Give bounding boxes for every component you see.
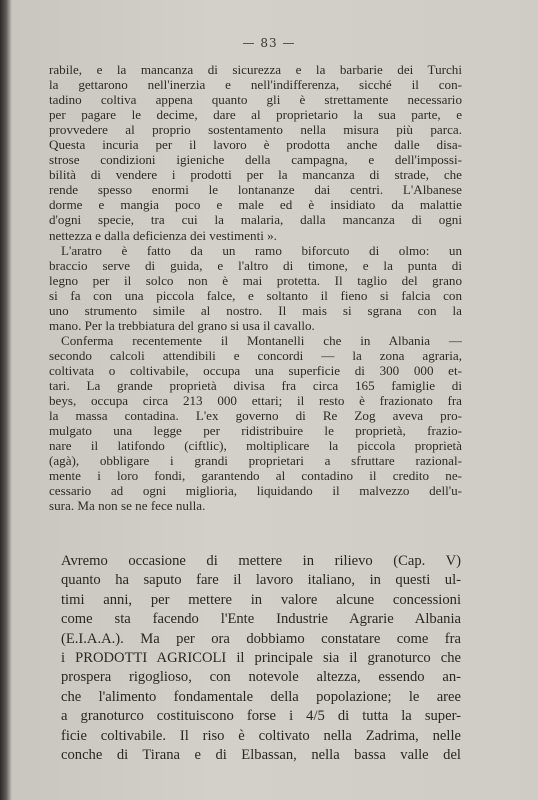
text-line: coltivata o coltivabile, occupa una superficie di 300 000 et- [49, 362, 462, 378]
text-line: sura. Ma non se ne fece nulla. [49, 498, 206, 514]
text-line: che l'alimento fondamentale della popolazione; le aree [61, 688, 461, 705]
text-line: tadino coltiva appena quanto gli è strettamente necessario [49, 92, 462, 108]
text-line: quanto ha saputo fare il lavoro italiano, in questi ul- [61, 572, 461, 589]
text-block-small [49, 62, 462, 513]
text-line: a granoturco costituiscono forse i 4/5 di tutta la super- [61, 708, 461, 725]
text-line: mano. Per la trebbiatura del grano si usa il cavallo. [49, 317, 315, 333]
text-line: rabile, e la mancanza di sicurezza e la barbarie dei Turchi [49, 62, 462, 77]
text-line: la massa contadina. L'ex governo di Re Zog aveva pro- [49, 408, 462, 424]
text-line: conche di Tirana e di Elbassan, nella bassa valle del [61, 747, 461, 764]
text-line: strose condizioni igieniche della campagna, e dell'impossi- [49, 152, 462, 168]
text-line: cessario ad ogni miglioria, liquidando il malvezzo dell'u- [49, 483, 462, 499]
text-line: i PRODOTTI AGRICOLI il principale sia il granoturco che [61, 650, 461, 667]
text-line: rende spesso enormi le lontananze dai centri. L'Albanese [49, 182, 462, 198]
text-line: la gettarono nell'inerzia e nell'indifferenza, sicché il con- [49, 77, 462, 93]
text-line: braccio serve di guida, e l'altro di timone, e la punta di [49, 257, 462, 273]
text-line: Avremo occasione di mettere in rilievo (Cap. V) [61, 553, 461, 569]
text-line: beys, occupa circa 213 000 ettari; il resto è frazionato fra [49, 393, 462, 409]
text-line: prospera rigoglioso, con notevole altezza, essendo an- [61, 669, 461, 686]
text-line: dorme e mangia poco e male ed è insidiato da malattie [49, 197, 462, 213]
text-block-large [61, 552, 461, 765]
text-line: timi anni, per mettere in valore alcune concessioni [61, 591, 461, 608]
page-number: — 83 — [242, 36, 296, 50]
text-line: secondo calcoli attendibili e concordi — la zona agraria, [49, 347, 462, 363]
text-line: legno per il solco non è mai protetta. Il taglio del grano [49, 272, 462, 288]
text-line: (agà), obbligare i grandi proprietari a sfruttare razional- [49, 453, 462, 469]
text-line: mente i loro fondi, garantendo al contadino il credito ne- [49, 468, 462, 484]
text-line: per pagare le decime, dare al proprietario la sua parte, e [49, 107, 462, 123]
text-line: Questa incuria per il lavoro è prodotta anche dalle disa- [49, 137, 462, 153]
text-line: nettezza e dalla deficienza dei vestimenti ». [49, 227, 277, 243]
text-line: nare il latifondo (ciftlic), moltiplicare la piccola proprietà [49, 438, 462, 454]
text-line: mulgato una legge per ridistribuire le proprietà, frazio- [49, 423, 462, 439]
text-line: provvedere al proprio sostentamento nella misura più parca. [49, 122, 462, 138]
text-line: bilità di vendere i prodotti per la mancanza di strade, che [49, 167, 462, 183]
text-line: d'ogni specie, tra cui la malaria, dalla mancanza di ogni [49, 212, 462, 228]
text-line: si fa con una piccola falce, e soltanto il fieno si falcia con [49, 287, 462, 303]
text-line: ficie coltivabile. Il riso è coltivato nella Zadrima, nelle [61, 727, 461, 744]
text-line: come sta facendo l'Ente Industrie Agrarie Albania [61, 611, 461, 628]
text-line: tari. La grande proprietà divisa fra circa 165 famiglie di [49, 377, 462, 393]
text-line: L'aratro è fatto da un ramo biforcuto di olmo: un [61, 242, 462, 258]
text-line: (E.I.A.A.). Ma per ora dobbiamo constatare come fra [61, 630, 461, 647]
text-line: Conferma recentemente il Montanelli che in Albania — [61, 332, 462, 348]
text-line: uno strumento simile al nostro. Il mais si sgrana con la [49, 302, 462, 318]
